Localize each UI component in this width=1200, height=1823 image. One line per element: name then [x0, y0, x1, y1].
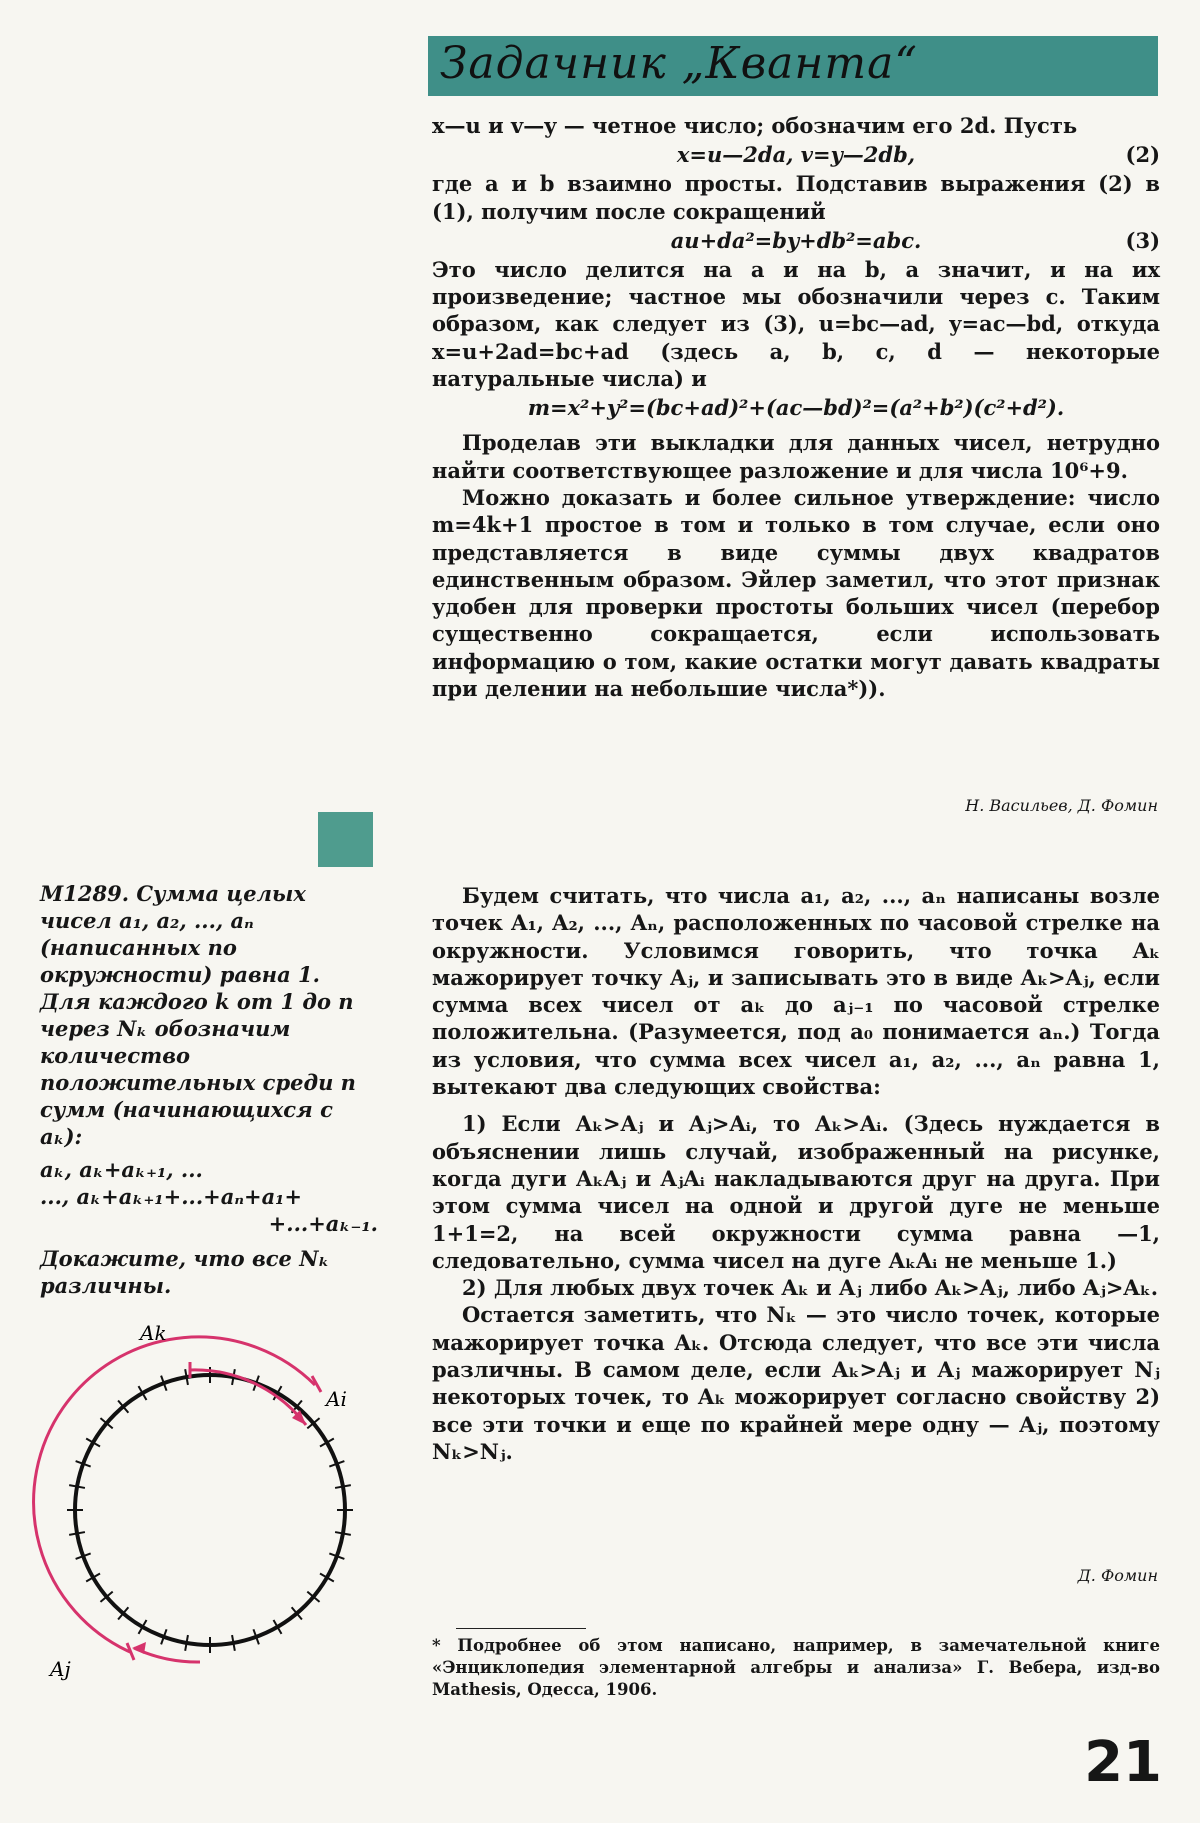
signature-vasiliev-fomin: Н. Васильев, Д. Фомин [965, 796, 1158, 815]
equation-4-body: m=x²+y²=(bc+ad)²+(ac—bd)²=(a²+b²)(c²+d²). [527, 395, 1065, 421]
equation-2-number: (2) [1125, 142, 1160, 168]
problem-sums-1: aₖ, aₖ+aₖ₊₁, ... [40, 1157, 203, 1182]
equation-2-body: x=u—2da, v=y—2db, [676, 142, 916, 168]
circle-tick [232, 1635, 235, 1651]
circle-tick [69, 1532, 85, 1535]
problem-sums-2: ..., aₖ+aₖ₊₁+...+aₙ+a₁+ [40, 1184, 302, 1209]
label-ak: Ak [140, 1321, 167, 1345]
circle-tick [335, 1532, 351, 1535]
footnote: * Подробнее об этом написано, например, в замечательной книге «Энциклопедия элементарной алгебры и анализа» Г. Вебера, изд-во Mathesis, Одесса, 1906. [432, 1636, 1160, 1699]
solution-property-2: 2) Для любых двух точек Aₖ и Aⱼ либо Aₖ>Aⱼ, либо Aⱼ>Aₖ. [462, 1275, 1159, 1301]
signature-fomin: Д. Фомин [1077, 1566, 1158, 1585]
circle-tick [185, 1369, 188, 1385]
equation-3 [432, 227, 1160, 254]
solution-paragraph-2: Остается заметить, что Nₖ — это число точек, которые мажорирует точка Aₖ. Отсюда следует, что все эти числа различны. В самом деле, если Aₖ>Aⱼ и Aⱼ мажорирует Nⱼ некоторых точек, то Aₖ можорирует согласно свойству 2) все эти точки и еще по крайней мере одну — Aⱼ, поэтому Nₖ>Nⱼ. [432, 1302, 1160, 1464]
section-title: Задачник „Кванта“ [440, 38, 918, 89]
solution-paragraph-1: Будем считать, что числа a₁, a₂, ..., aₙ написаны возле точек A₁, A₂, ..., Aₙ, расположенных по часовой стрелке на окружности. Условимся говорить, что точка Aₖ мажорирует точку Aⱼ, и записывать это в виде Aₖ>Aⱼ, если сумма всех чисел от aₖ до aⱼ₋₁ по часовой стрелке положительна. (Разумеется, под a₀ понимается aₙ.) Тогда из условия, что сумма всех чисел a₁, a₂, ..., aₙ равна 1, вытекают два следующих свойства: [432, 883, 1160, 1100]
circle-tick [69, 1485, 85, 1488]
equation-2 [432, 141, 1160, 168]
label-aj: Aj [50, 1657, 71, 1681]
problem-sums-3: +...+aₖ₋₁. [268, 1211, 378, 1236]
label-ai: Ai [326, 1387, 347, 1411]
solution-text [432, 882, 1160, 1465]
problem-ask: Докажите, что все Nₖ различны. [40, 1246, 330, 1298]
continuation-line1: x—u и v—y — четное число; обозначим его 2d. Пусть [432, 113, 1078, 138]
equation-3-body: au+da²=by+db²=abc. [670, 227, 922, 253]
problem-marker [318, 812, 373, 867]
solution-property-1: 1) Если Aₖ>Aⱼ и Aⱼ>Aᵢ, то Aₖ>Aᵢ. (Здесь нуждается в объяснении лишь случай, изображенный на рисунке, когда дуги AₖAⱼ и AⱼAᵢ накладываются друг на друга. При этом сумма чисел на одной и другой дуге не меньше 1+1=2, на всей окружности сумма равна —1, следовательно, сумма чисел на дуге AₖAᵢ не меньше 1.) [432, 1111, 1160, 1273]
footnote-rule [456, 1628, 586, 1629]
equation-4 [432, 394, 1160, 421]
problem-statement [40, 880, 378, 1299]
continuation-paragraph-2: Проделав эти выкладки для данных чисел, нетрудно найти соответствующее разложение и для числа 10⁶+9. [432, 430, 1160, 483]
problem-text: M1289. Сумма целых чисел a₁, a₂, ..., aₙ (написанных по окружности) равна 1. Для каждого k от 1 до n через Nₖ обозначим количество положительных среди n сумм (начинающихся с aₖ): [40, 881, 356, 1149]
circle-tick [185, 1635, 188, 1651]
continuation-paragraph-3: Можно доказать и более сильное утверждение: число m=4k+1 простое в том и только в том случае, если оно представляется в виде суммы двух квадратов единственным образом. Эйлер заметил, что этот признак удобен для проверки простоты больших чисел (перебор существенно сокращается, если использовать информацию о том, какие остатки могут давать квадраты при делении на небольшие числа*)). [432, 484, 1160, 702]
circle-tick [335, 1485, 351, 1488]
continuation-paragraph-1: Это число делится на a и на b, а значит, и на их произведение; частное мы обозначили через c. Таким образом, как следует из (3), u=bc—ad, y=ac—bd, откуда x=u+2ad=bc+ad (здесь a, b, c, d — некоторые натуральные числа) и [432, 256, 1160, 392]
continuation-text [432, 112, 1160, 702]
continuation-line2: где a и b взаимно просты. Подставив выражения (2) в (1), получим после сокращений [432, 171, 1160, 224]
circle-figure [30, 1310, 390, 1690]
equation-3-number: (3) [1125, 227, 1160, 253]
page-number: 21 [1084, 1730, 1162, 1795]
